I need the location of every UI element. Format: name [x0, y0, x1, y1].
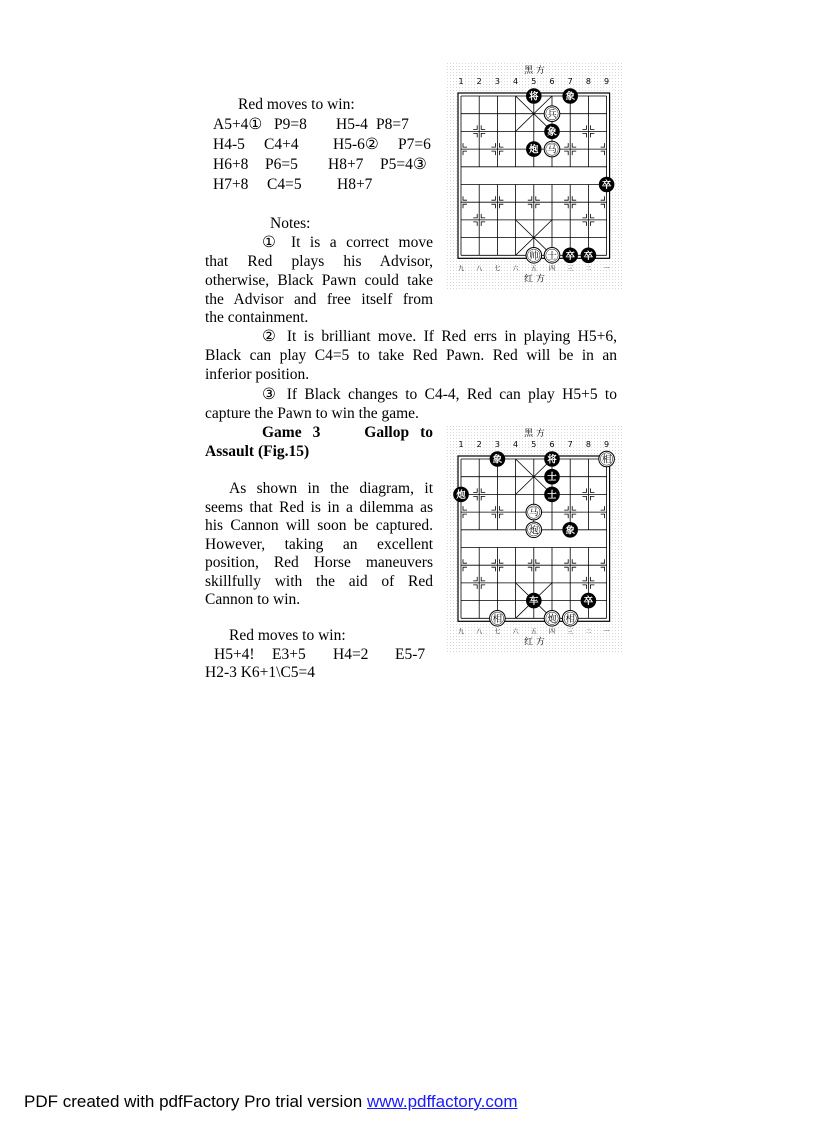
file-number: 九	[457, 628, 465, 636]
file-number: 2	[476, 440, 482, 449]
svg-text:相: 相	[601, 454, 612, 466]
move: P9=8	[274, 116, 307, 133]
svg-text:卒: 卒	[583, 250, 594, 262]
svg-text:士: 士	[547, 250, 557, 262]
xiangqi-piece	[526, 593, 542, 609]
svg-text:帅: 帅	[529, 250, 539, 262]
file-number: 4	[513, 440, 519, 449]
move: C4+4	[264, 136, 299, 153]
svg-text:炮: 炮	[547, 613, 557, 625]
xiangqi-piece	[544, 611, 560, 627]
file-number: 9	[604, 77, 610, 86]
footer-text: PDF created with pdfFactory Pro trial version	[24, 1092, 367, 1111]
xiangqi-piece	[526, 522, 542, 538]
game3-title-2: Assault (Fig.15)	[205, 443, 310, 460]
top-side-label: 黑 方	[524, 429, 545, 439]
xiangqi-piece	[562, 248, 578, 264]
file-number: 4	[513, 77, 519, 86]
xiangqi-piece	[562, 522, 578, 538]
file-number: 5	[531, 440, 537, 449]
board-svg	[447, 426, 622, 654]
svg-text:象: 象	[492, 454, 503, 466]
pdffactory-link[interactable]: www.pdffactory.com	[366, 1092, 518, 1111]
xiangqi-piece	[581, 593, 597, 609]
xiangqi-piece	[599, 451, 615, 467]
file-number: 五	[530, 628, 537, 636]
file-number: 2	[476, 77, 482, 86]
svg-text:炮: 炮	[529, 144, 539, 156]
move: H5-6②	[333, 136, 379, 153]
svg-text:马: 马	[529, 507, 539, 519]
board-svg	[447, 63, 622, 291]
xiangqi-piece	[599, 177, 615, 193]
game3-title: Game 3 Gallop to	[262, 424, 433, 441]
svg-text:士: 士	[547, 472, 557, 484]
bottom-side-label: 红 方	[524, 637, 545, 648]
file-number: 5	[531, 77, 537, 86]
file-number: 二	[585, 265, 592, 273]
file-number: 三	[567, 628, 574, 636]
svg-text:相: 相	[492, 613, 503, 625]
xiangqi-piece	[562, 88, 578, 104]
file-number: 三	[567, 265, 574, 273]
svg-text:士: 士	[547, 489, 557, 501]
file-number: 7	[567, 77, 573, 86]
svg-text:象: 象	[547, 126, 557, 138]
svg-text:兵: 兵	[547, 109, 557, 121]
file-number: 3	[494, 77, 500, 86]
move: H4=2	[333, 646, 369, 663]
move: H5+4!	[214, 646, 255, 663]
svg-text:象: 象	[565, 91, 575, 103]
move: P5=4③	[380, 156, 427, 173]
xiangqi-piece	[544, 124, 560, 140]
xiangqi-piece	[490, 611, 506, 627]
xiangqi-piece	[526, 248, 542, 264]
move: H4-5	[213, 136, 245, 153]
svg-text:卒: 卒	[601, 180, 612, 191]
bottom-side-label: 红 方	[524, 274, 545, 285]
xiangqi-piece	[526, 504, 542, 520]
svg-text:将: 将	[529, 91, 539, 103]
file-number: 一	[603, 628, 610, 636]
file-number: 五	[530, 265, 537, 273]
file-number: 1	[458, 440, 464, 449]
xiangqi-piece	[581, 248, 597, 264]
xiangqi-piece	[544, 106, 560, 122]
xiangqi-piece	[544, 487, 560, 503]
xiangqi-piece	[526, 88, 542, 104]
xiangqi-piece	[490, 451, 506, 467]
file-number: 七	[494, 628, 501, 636]
move-line: H2-3 K6+1\C5=4	[205, 664, 316, 681]
move: E5-7	[395, 646, 426, 663]
svg-text:炮: 炮	[529, 525, 539, 537]
move: E3+5	[272, 646, 306, 663]
svg-text:卒: 卒	[583, 596, 594, 608]
svg-text:炮: 炮	[456, 489, 466, 501]
file-number: 六	[512, 628, 519, 636]
file-number: 七	[494, 265, 501, 273]
move: A5+4①	[213, 116, 263, 133]
file-number: 二	[585, 628, 592, 636]
notes-heading: Notes:	[270, 215, 311, 232]
move: H5-4	[336, 116, 368, 133]
file-number: 3	[494, 440, 500, 449]
pdf-footer	[24, 1092, 518, 1112]
move: H6+8	[213, 156, 249, 173]
move: H8+7	[337, 176, 373, 193]
file-number: 四	[548, 628, 556, 636]
xiangqi-board-1	[447, 63, 622, 291]
svg-text:卒: 卒	[565, 250, 575, 262]
xiangqi-piece	[544, 141, 560, 157]
svg-text:马: 马	[547, 144, 557, 156]
move: H8+7	[328, 156, 364, 173]
file-number: 四	[548, 265, 556, 273]
file-number: 八	[476, 628, 483, 636]
move: H7+8	[213, 176, 249, 193]
xiangqi-piece	[544, 248, 560, 264]
svg-text:将: 将	[547, 454, 557, 466]
move: P7=6	[398, 136, 431, 153]
file-number: 9	[604, 440, 610, 449]
file-number: 8	[585, 440, 591, 449]
moves-heading: Red moves to win:	[238, 96, 355, 113]
move: C4=5	[267, 176, 302, 193]
svg-text:象: 象	[565, 525, 575, 537]
svg-text:车: 车	[529, 596, 539, 608]
file-number: 6	[549, 77, 555, 86]
file-number: 8	[585, 77, 591, 86]
move: P8=7	[376, 116, 409, 133]
xiangqi-piece	[544, 469, 560, 485]
xiangqi-board-2	[447, 426, 622, 654]
file-number: 九	[457, 265, 465, 273]
top-side-label: 黑 方	[524, 66, 545, 76]
file-number: 六	[512, 265, 519, 273]
move: P6=5	[265, 156, 298, 173]
file-number: 八	[476, 265, 483, 273]
xiangqi-piece	[526, 141, 542, 157]
file-number: 7	[567, 440, 573, 449]
file-number: 6	[549, 440, 555, 449]
game3-moves-heading: Red moves to win:	[229, 627, 346, 644]
svg-text:相: 相	[565, 613, 575, 625]
file-number: 1	[458, 77, 464, 86]
xiangqi-piece	[453, 487, 469, 503]
xiangqi-piece	[562, 611, 578, 627]
xiangqi-piece	[544, 451, 560, 467]
file-number: 一	[603, 265, 610, 273]
